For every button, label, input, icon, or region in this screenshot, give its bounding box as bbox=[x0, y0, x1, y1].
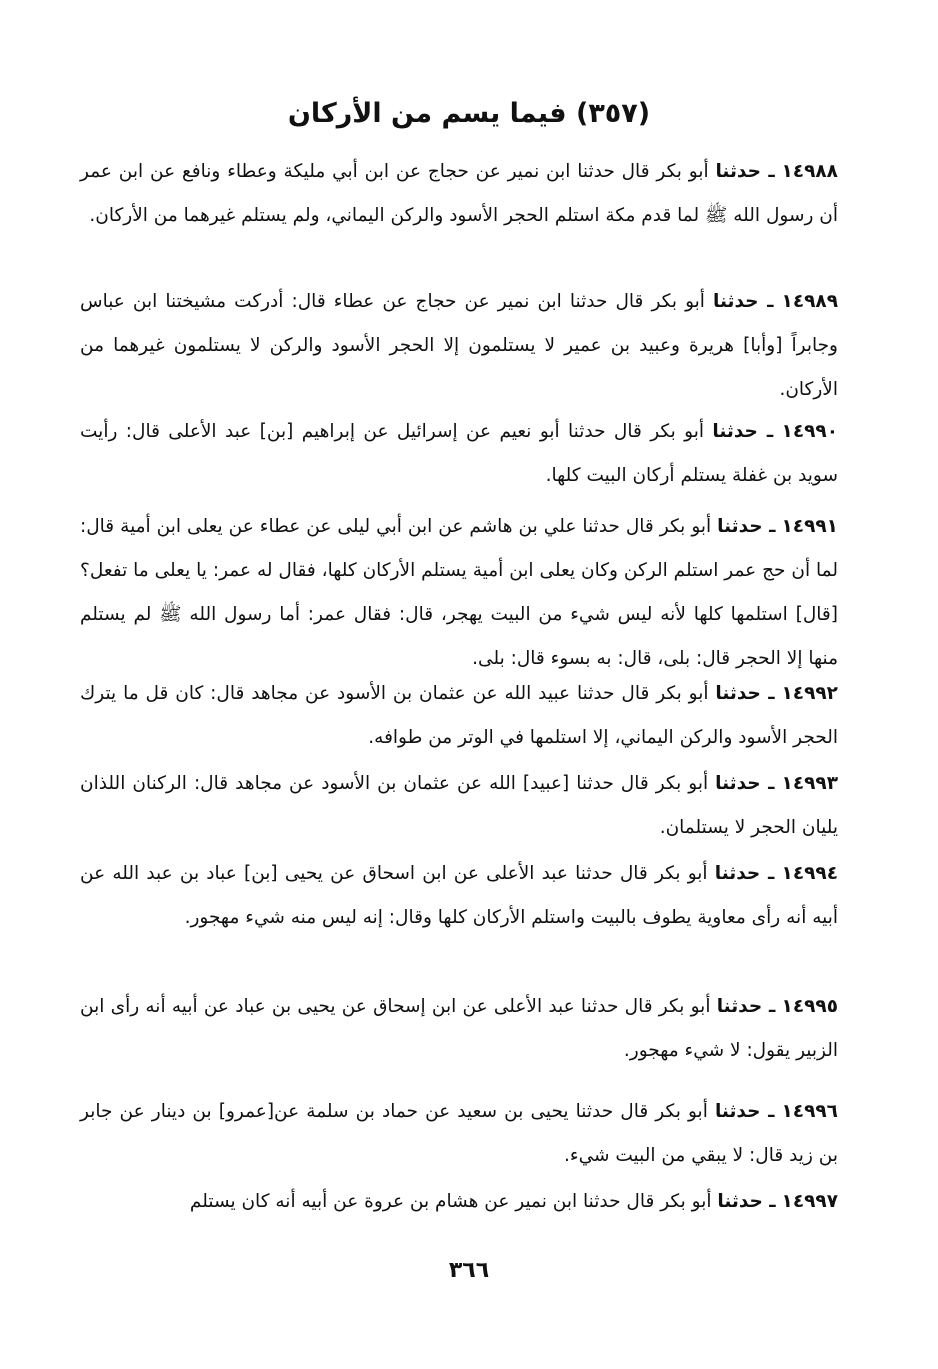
hadith-text: أبو بكر قال حدثنا ابن نمير عن حجاج عن ابن أبي مليكة وعطاء ونافع عن ابن عمر أن رسول الله ﷺ لما قدم مكة استلم الحجر الأسود والركن اليماني، ولم يستلم غيرهما من الأركان. bbox=[80, 161, 838, 226]
hadith-lead: ـ حدثنا bbox=[715, 773, 775, 794]
hadith-lead: ـ حدثنا bbox=[712, 421, 774, 442]
hadith-number: ١٤٩٩٦ bbox=[781, 1101, 838, 1122]
hadith-14996 bbox=[80, 1090, 838, 1178]
hadith-number: ١٤٩٩٥ bbox=[781, 996, 838, 1017]
hadith-number: ١٤٩٩٠ bbox=[781, 421, 839, 442]
hadith-text: أبو بكر قال حدثنا ابن نمير عن هشام بن عروة عن أبيه أنه كان يستلم bbox=[189, 1191, 712, 1212]
hadith-text: أبو بكر قال حدثنا عبد الأعلى عن ابن إسحاق عن يحيى بن عباد عن أبيه أنه رأى ابن الزبير يقول: لا شيء مهجور. bbox=[80, 996, 838, 1061]
hadith-number: ١٤٩٩٢ bbox=[781, 683, 838, 704]
hadith-lead: ـ حدثنا bbox=[715, 161, 775, 182]
hadith-lead: ـ حدثنا bbox=[717, 1191, 776, 1212]
chapter-title: (٣٥٧) فيما يسم من الأركان bbox=[287, 98, 651, 129]
hadith-number: ١٤٩٨٩ bbox=[781, 291, 838, 312]
hadith-number: ١٤٩٩٧ bbox=[781, 1191, 838, 1212]
hadith-text: أبو بكر قال حدثنا أبو نعيم عن إسرائيل عن إبراهيم [بن] عبد الأعلى قال: رأيت سويد بن غفلة يستلم أركان البيت كلها. bbox=[80, 421, 838, 486]
hadith-number: ١٤٩٨٨ bbox=[781, 161, 838, 182]
hadith-text: أبو بكر قال حدثنا يحيى بن سعيد عن حماد بن سلمة عن[عمرو] بن دينار عن جابر بن زيد قال: لا يبقي من البيت شيء. bbox=[80, 1101, 838, 1166]
page-number: ٣٦٦ bbox=[448, 1258, 490, 1283]
hadith-14990 bbox=[80, 410, 838, 498]
hadith-lead: ـ حدثنا bbox=[717, 516, 776, 537]
hadith-number: ١٤٩٩٤ bbox=[781, 863, 838, 884]
hadith-text: أبو بكر قال حدثنا علي بن هاشم عن ابن أبي ليلى عن عطاء عن يعلى ابن أمية قال: لما أن حج عمر استلم الركن وكان يعلى ابن أمية يستلم الأركان كلها، فقال له عمر: يا يعلى ما تفعل؟ [قال] استلمها كلها لأنه ليس شيء من البيت يهجر، قال: فقال عمر: أما رسول الله ﷺ لم يستلم منها إلا الحجر قال: بلى، قال: به بسوء قال: بلى. bbox=[80, 516, 838, 669]
hadith-14991 bbox=[80, 505, 838, 681]
hadith-14989 bbox=[80, 280, 838, 412]
hadith-text: أبو بكر قال حدثنا عبيد الله عن عثمان بن الأسود عن مجاهد قال: كان قل ما يترك الحجر الأسود والركن اليماني، إلا استلمها في الوتر من طوافه. bbox=[80, 683, 838, 748]
hadith-14997 bbox=[80, 1180, 838, 1224]
hadith-text: أبو بكر قال حدثنا [عبيد] الله عن عثمان بن الأسود عن مجاهد قال: الركنان اللذان يليان الحجر لا يستلمان. bbox=[80, 773, 838, 838]
hadith-number: ١٤٩٩٣ bbox=[781, 773, 838, 794]
hadith-text: أبو بكر قال حدثنا ابن نمير عن حجاج عن عطاء قال: أدركت مشيختنا ابن عباس وجابراً [وأبا] هريرة وعبيد بن عمير لا يستلمون إلا الحجر الأسود والركن لا يستلمون غيرهما من الأركان. bbox=[80, 291, 838, 400]
hadith-14994 bbox=[80, 852, 838, 940]
hadith-text: أبو بكر قال حدثنا عبد الأعلى عن ابن اسحاق عن يحيى [بن] عباد بن عبد الله عن أبيه أنه رأى معاوية يطوف بالبيت واستلم الأركان كلها وقال: إنه ليس منه شيء مهجور. bbox=[80, 863, 838, 928]
hadith-14995 bbox=[80, 985, 838, 1073]
hadith-lead: ـ حدثنا bbox=[716, 996, 776, 1017]
hadith-lead: ـ حدثنا bbox=[714, 863, 775, 884]
hadith-lead: ـ حدثنا bbox=[713, 291, 774, 312]
hadith-lead: ـ حدثنا bbox=[715, 683, 775, 704]
hadith-number: ١٤٩٩١ bbox=[781, 516, 838, 537]
hadith-14988 bbox=[80, 150, 838, 238]
hadith-14992 bbox=[80, 672, 838, 760]
hadith-lead: ـ حدثنا bbox=[714, 1101, 775, 1122]
hadith-14993 bbox=[80, 762, 838, 850]
